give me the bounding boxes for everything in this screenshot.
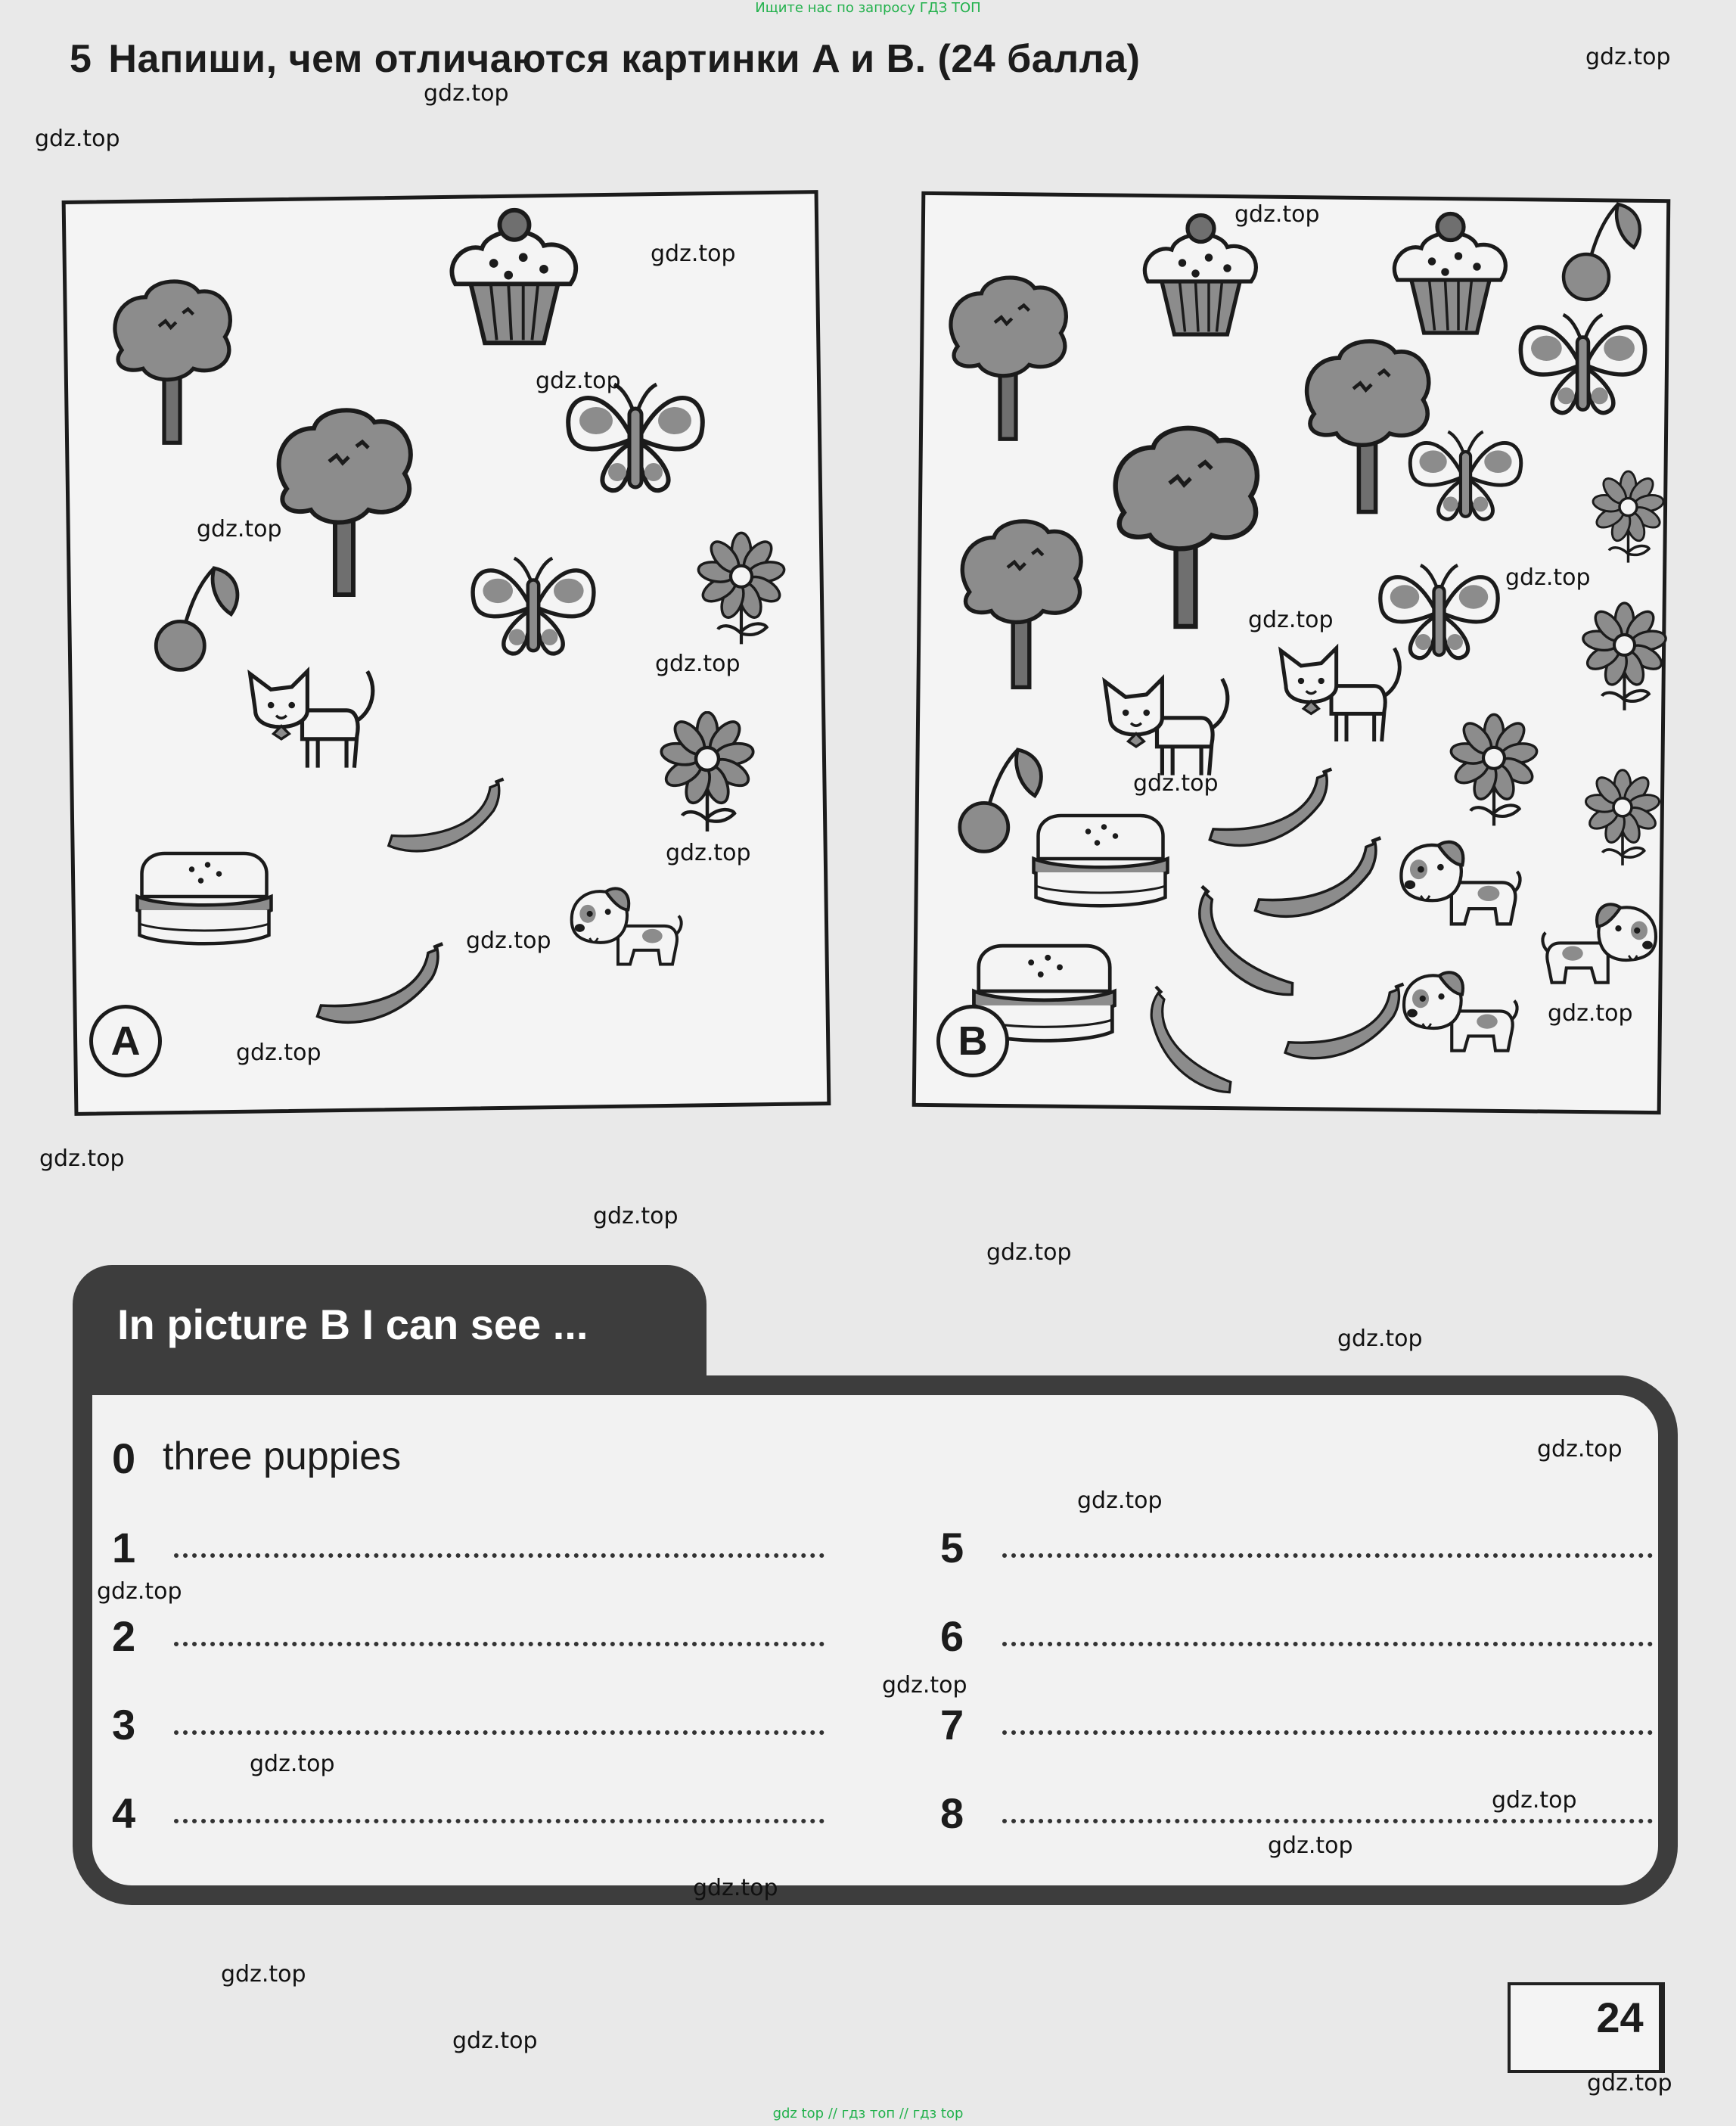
watermark: gdz.top bbox=[221, 1961, 306, 1988]
watermark: gdz.top bbox=[1234, 201, 1320, 228]
answer-line-4[interactable] bbox=[174, 1819, 825, 1823]
answer-line-number: 8 bbox=[940, 1789, 964, 1837]
puppy-icon bbox=[1392, 832, 1524, 931]
butterfly-icon bbox=[1513, 303, 1653, 427]
sandwich-icon bbox=[1025, 802, 1176, 915]
watermark: gdz.top bbox=[1548, 1000, 1633, 1027]
puppy-icon bbox=[1539, 893, 1664, 991]
puppy-icon bbox=[1396, 961, 1520, 1059]
answer-line-5[interactable] bbox=[1002, 1553, 1653, 1558]
tree-icon bbox=[1104, 416, 1267, 632]
watermark: gdz.top bbox=[1077, 1487, 1163, 1514]
flower-icon bbox=[651, 711, 764, 836]
watermark: gdz.top bbox=[666, 840, 751, 866]
answer-line-number: 1 bbox=[112, 1524, 136, 1571]
tree-icon bbox=[106, 250, 238, 469]
butterfly-icon bbox=[1403, 416, 1528, 537]
answer-line-number: 5 bbox=[940, 1524, 964, 1571]
watermark: gdz.top bbox=[1537, 1436, 1623, 1462]
picture-b-label: B bbox=[936, 1005, 1009, 1077]
cat-icon bbox=[1271, 636, 1415, 749]
answer-line-number: 7 bbox=[940, 1701, 964, 1748]
flower-icon bbox=[688, 530, 794, 651]
score-value: 24 bbox=[1596, 1994, 1644, 2041]
watermark: gdz.top bbox=[882, 1672, 967, 1699]
example-number: 0 bbox=[112, 1434, 136, 1482]
example-answer: three puppies bbox=[163, 1434, 402, 1478]
answer-line-7[interactable] bbox=[1002, 1730, 1653, 1735]
watermark: gdz.top bbox=[35, 126, 120, 152]
sandwich-icon bbox=[129, 840, 280, 953]
watermark: gdz.top bbox=[1505, 564, 1591, 591]
tree-icon bbox=[953, 499, 1089, 704]
watermark: gdz.top bbox=[424, 80, 509, 107]
watermark: gdz.top bbox=[593, 1203, 679, 1229]
watermark: gdz.top bbox=[693, 1875, 778, 1901]
tree-icon bbox=[269, 393, 420, 605]
picture-a-label: A bbox=[89, 1005, 162, 1077]
answer-line-number: 6 bbox=[940, 1612, 964, 1660]
flower-icon bbox=[1577, 757, 1668, 881]
banana-icon bbox=[382, 764, 507, 874]
watermark: gdz.top bbox=[655, 651, 741, 677]
watermark: gdz.top bbox=[1585, 44, 1671, 70]
task-title bbox=[70, 36, 1140, 82]
flower-icon bbox=[1573, 598, 1675, 719]
answer-line-2[interactable] bbox=[174, 1642, 825, 1646]
task-number: 5 bbox=[70, 37, 92, 81]
footer-note: gdz top // гдз топ // гдз top bbox=[772, 2106, 964, 2121]
watermark: gdz.top bbox=[39, 1145, 125, 1172]
answer-line-1[interactable] bbox=[174, 1553, 825, 1558]
cat-icon bbox=[242, 658, 386, 775]
watermark: gdz.top bbox=[97, 1578, 182, 1605]
cupcake-icon bbox=[439, 204, 590, 352]
flower-icon bbox=[1441, 711, 1547, 832]
watermark: gdz.top bbox=[1587, 2070, 1672, 2096]
search-hint-note: Ищите нас по запросу ГДЗ ТОП bbox=[755, 0, 981, 16]
watermark: gdz.top bbox=[986, 1239, 1072, 1266]
watermark: gdz.top bbox=[452, 2028, 538, 2054]
puppy-icon bbox=[564, 878, 685, 972]
answer-box-heading: In picture B I can see ... bbox=[117, 1301, 589, 1348]
watermark: gdz.top bbox=[1268, 1832, 1353, 1859]
watermark: gdz.top bbox=[250, 1751, 335, 1777]
watermark: gdz.top bbox=[651, 241, 736, 267]
watermark: gdz.top bbox=[197, 516, 282, 542]
answer-line-number: 2 bbox=[112, 1612, 136, 1660]
watermark: gdz.top bbox=[1337, 1326, 1423, 1352]
butterfly-icon bbox=[560, 378, 711, 499]
tree-icon bbox=[942, 250, 1074, 462]
answer-line-number: 4 bbox=[112, 1789, 136, 1837]
flower-icon bbox=[1585, 462, 1672, 575]
answer-line-number: 3 bbox=[112, 1701, 136, 1748]
answer-line-8[interactable] bbox=[1002, 1819, 1653, 1823]
butterfly-icon bbox=[465, 541, 601, 673]
watermark: gdz.top bbox=[1492, 1787, 1577, 1814]
watermark: gdz.top bbox=[1248, 607, 1334, 633]
answer-line-3[interactable] bbox=[174, 1730, 825, 1735]
watermark: gdz.top bbox=[1133, 770, 1219, 797]
watermark: gdz.top bbox=[466, 928, 551, 954]
cherry-icon bbox=[144, 556, 246, 677]
answer-line-6[interactable] bbox=[1002, 1642, 1653, 1646]
watermark: gdz.top bbox=[536, 368, 621, 394]
task-instruction: Напиши, чем отличаются картинки A и B. (24 балла) bbox=[108, 37, 1141, 81]
cherry-icon bbox=[1554, 189, 1645, 310]
banana-icon bbox=[1278, 968, 1407, 1082]
watermark: gdz.top bbox=[236, 1040, 321, 1066]
banana-icon bbox=[310, 938, 446, 1037]
